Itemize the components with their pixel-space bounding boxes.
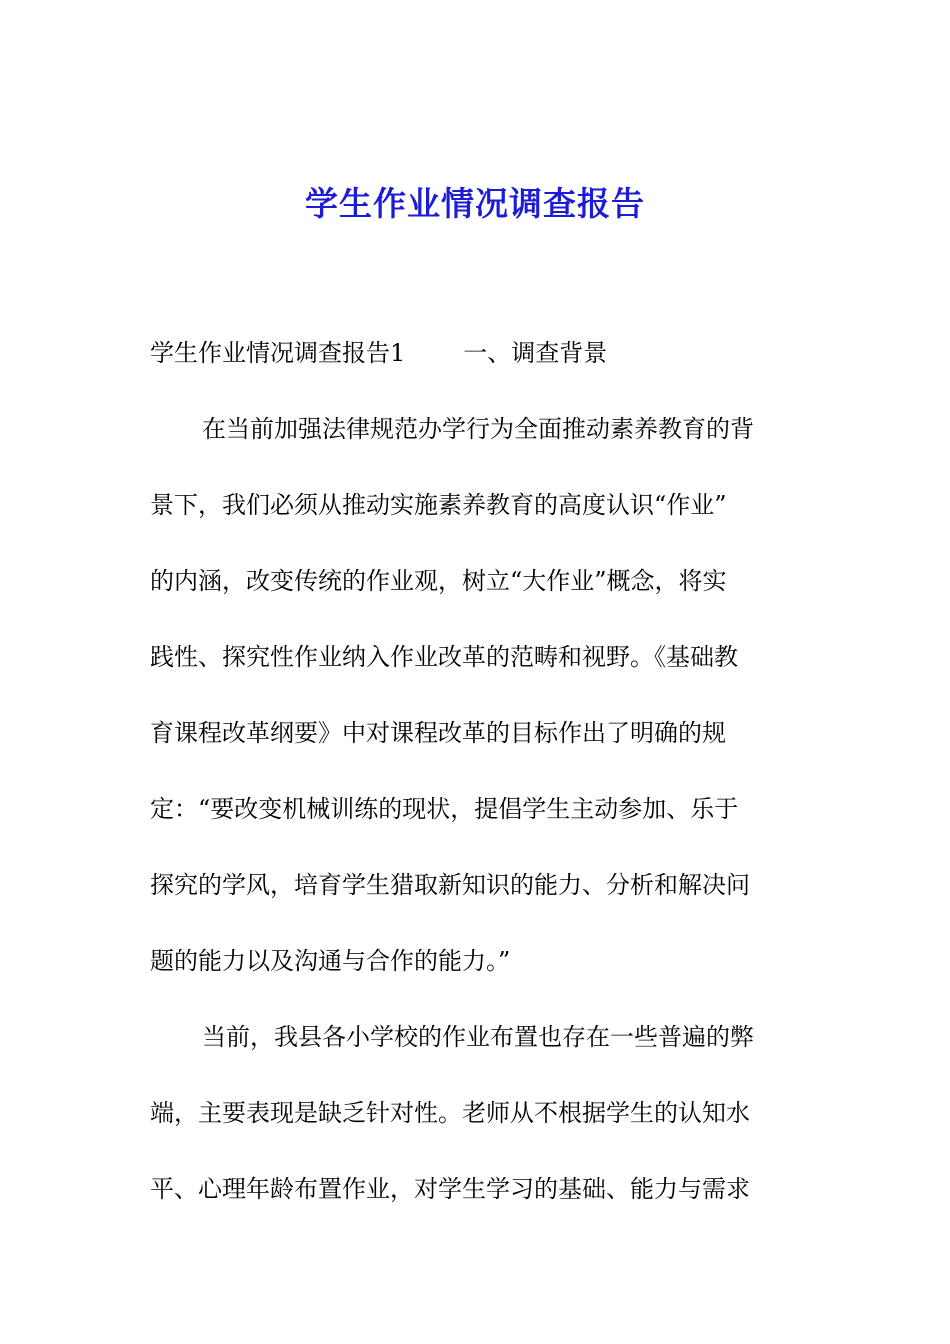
report-name: 学生作业情况调查报告1	[150, 339, 406, 367]
paragraph-line: 践性、探究性作业纳入作业改革的范畴和视野。《基础教	[150, 643, 738, 671]
section-heading: 一、调查背景	[463, 339, 608, 367]
paragraph-line: 当前，我县各小学校的作业布置也存在一些普遍的弊	[202, 1023, 754, 1051]
section-heading-line	[150, 315, 796, 391]
paragraph-line: 平、心理年龄布置作业，对学生学习的基础、能力与需求	[150, 1175, 750, 1203]
paragraph-line: 端，主要表现是缺乏针对性。老师从不根据学生的认知水	[150, 1099, 750, 1127]
paragraph-line: 景下，我们必须从推动实施素养教育的高度认识“作业”	[150, 491, 727, 519]
document-body	[150, 315, 796, 1227]
document-title: 学生作业情况调查报告	[305, 184, 645, 223]
paragraph-line: 探究的学风，培育学生猎取新知识的能力、分析和解决问	[150, 871, 750, 899]
paragraph-line: 在当前加强法律规范办学行为全面推动素养教育的背	[202, 415, 754, 443]
paragraph-line: 育课程改革纲要》中对课程改革的目标作出了明确的规	[150, 719, 726, 747]
paragraph-line: 的内涵，改变传统的作业观，树立“大作业”概念，将实	[150, 567, 727, 595]
paragraph-line: 题的能力以及沟通与合作的能力。”	[150, 947, 511, 975]
paragraph-line: 定：“要改变机械训练的现状，提倡学生主动参加、乐于	[150, 795, 739, 823]
